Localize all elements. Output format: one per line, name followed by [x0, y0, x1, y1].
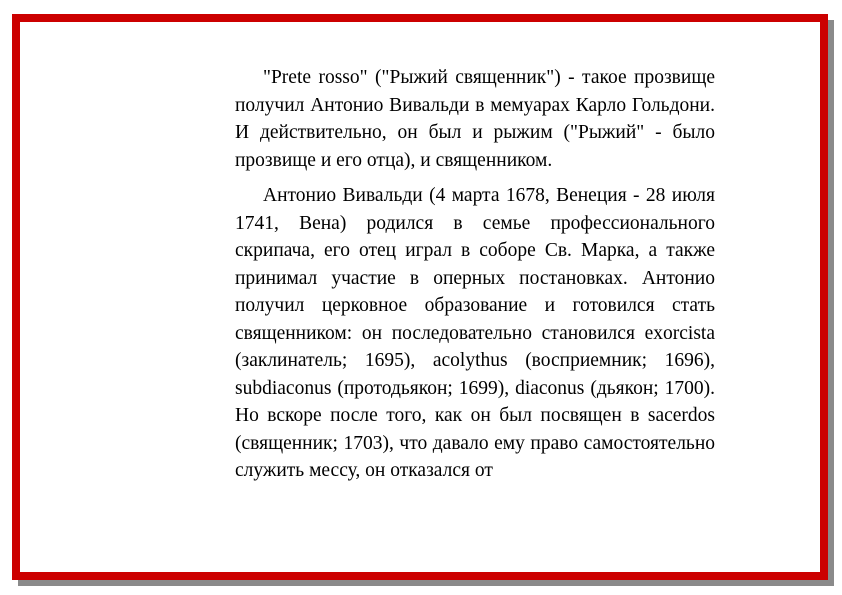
text-body: [235, 64, 715, 493]
slide-frame: [12, 14, 828, 580]
paragraph-biography: Антонио Вивальди (4 марта 1678, Венеция - 28 июля 1741, Вена) родился в семье профессионального скрипача, его отец играл в соборе Св. Марка, а также принимал участие в оперных постановках. Антонио получил церковное образование и готовился стать священником: он последовательно становился exorcista (заклинатель; 1695), acolythus (восприемник; 1696), subdiaconus (протодьякон; 1699), diaconus (дьякон; 1700). Но вскоре после того, как он был посвящен в sacerdos (священник; 1703), что давало ему право самостоятельно служить мессу, он отказался от: [235, 185, 715, 481]
paragraph-intro: "Prete rosso" ("Рыжий священник") - такое прозвище получил Антонио Вивальди в мемуарах Карло Гольдони. И действительно, он был и рыжим ("Рыжий" - было прозвище и его отца), и священником.: [235, 67, 715, 171]
